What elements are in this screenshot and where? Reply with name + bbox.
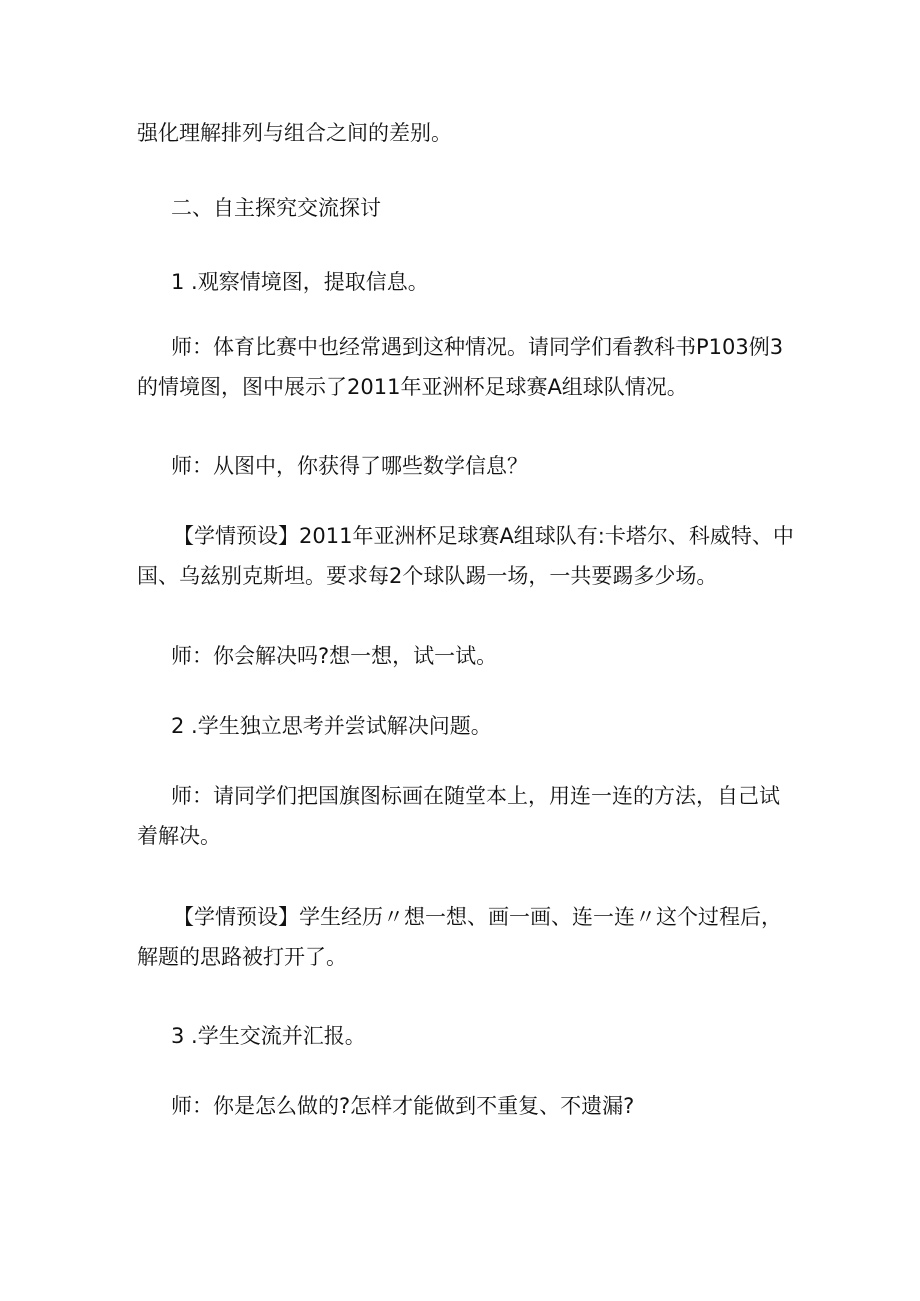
teacher-paragraph-4: 师：请同学们把国旗图标画在随堂本上，用连一连的方法，自己试着解决。 xyxy=(137,784,780,848)
teacher-paragraph-3: 师：你会解决吗?想一想，试一试。 xyxy=(171,644,498,668)
teacher-paragraph-1: 师：体育比赛中也经常遇到这种情况。请同学们看教科书P103例3的情境图，图中展示了2011年亚洲杯足球赛A组球队情况。 xyxy=(137,335,784,399)
step-2-heading: 2 .学生独立思考并尝试解决问题。 xyxy=(171,714,492,738)
preset-paragraph-1: 【学情预设】2011年亚洲杯足球赛A组球队有:卡塔尔、科威特、中国、乌兹别克斯坦。要求每2个球队踢一场，一共要踢多少场。 xyxy=(137,524,794,588)
preset-paragraph-2: 【学情预设】学生经历〃想一想、画一画、连一连〃这个过程后，解题的思路被打开了。 xyxy=(137,905,782,969)
paragraph-intro-end: 强化理解排列与组合之间的差别。 xyxy=(137,121,452,145)
teacher-paragraph-5: 师：你是怎么做的?怎样才能做到不重复、不遗漏? xyxy=(171,1094,635,1118)
step-3-heading: 3 .学生交流并汇报。 xyxy=(171,1024,366,1048)
section-heading: 二、自主探究交流探讨 xyxy=(171,196,381,220)
step-1-heading: 1 .观察情境图，提取信息。 xyxy=(171,270,429,294)
teacher-paragraph-2: 师：从图中，你获得了哪些数学信息？ xyxy=(171,454,528,478)
